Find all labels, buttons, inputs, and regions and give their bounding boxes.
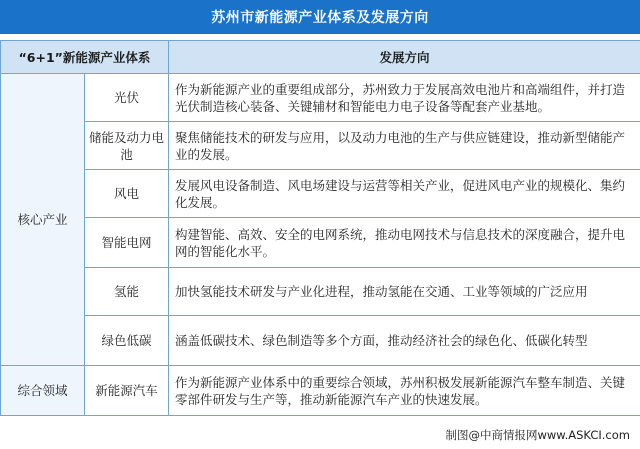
header-system: “6+1”新能源产业体系 — [1, 41, 169, 74]
description-cell: 发展风电设备制造、风电场建设与运营等相关产业，促进风电产业的规模化、集约化发展。 — [169, 170, 640, 218]
table-row — [1, 218, 640, 268]
source-credit: 制图@中商情报网www.ASKCI.com — [445, 428, 630, 442]
description-cell: 涵盖低碳技术、绿色制造等多个方面，推动经济社会的绿色化、低碳化转型 — [169, 316, 640, 366]
sector-cell: 智能电网 — [85, 218, 169, 268]
industry-table — [0, 40, 640, 416]
table-row — [1, 366, 640, 416]
table-row — [1, 268, 640, 316]
group-core: 核心产业 — [1, 74, 85, 366]
sector-cell: 光伏 — [85, 74, 169, 122]
table-row — [1, 74, 640, 122]
table-row — [1, 316, 640, 366]
table-row — [1, 122, 640, 170]
sector-cell: 氢能 — [85, 268, 169, 316]
sector-cell: 储能及动力电池 — [85, 122, 169, 170]
group-comprehensive: 综合领域 — [1, 366, 85, 416]
table-row — [1, 170, 640, 218]
description-cell: 作为新能源产业的重要组成部分，苏州致力于发展高效电池片和高端组件，并打造光伏制造核心装备、关键辅材和智能电力电子设备等配套产业基地。 — [169, 74, 640, 122]
description-cell: 加快氢能技术研发与产业化进程，推动氢能在交通、工业等领域的广泛应用 — [169, 268, 640, 316]
description-cell: 聚焦储能技术的研发与应用，以及动力电池的生产与供应链建设，推动新型储能产业的发展。 — [169, 122, 640, 170]
description-cell: 作为新能源产业体系中的重要综合领域，苏州积极发展新能源汽车整车制造、关键零部件研发与生产等，推动新能源汽车产业的快速发展。 — [169, 366, 640, 416]
table-title: 苏州市新能源产业体系及发展方向 — [0, 0, 640, 34]
sector-cell: 绿色低碳 — [85, 316, 169, 366]
sector-cell: 风电 — [85, 170, 169, 218]
sector-cell: 新能源汽车 — [85, 366, 169, 416]
header-direction: 发展方向 — [169, 41, 640, 74]
header-row — [1, 41, 640, 74]
description-cell: 构建智能、高效、安全的电网系统，推动电网技术与信息技术的深度融合，提升电网的智能化水平。 — [169, 218, 640, 268]
